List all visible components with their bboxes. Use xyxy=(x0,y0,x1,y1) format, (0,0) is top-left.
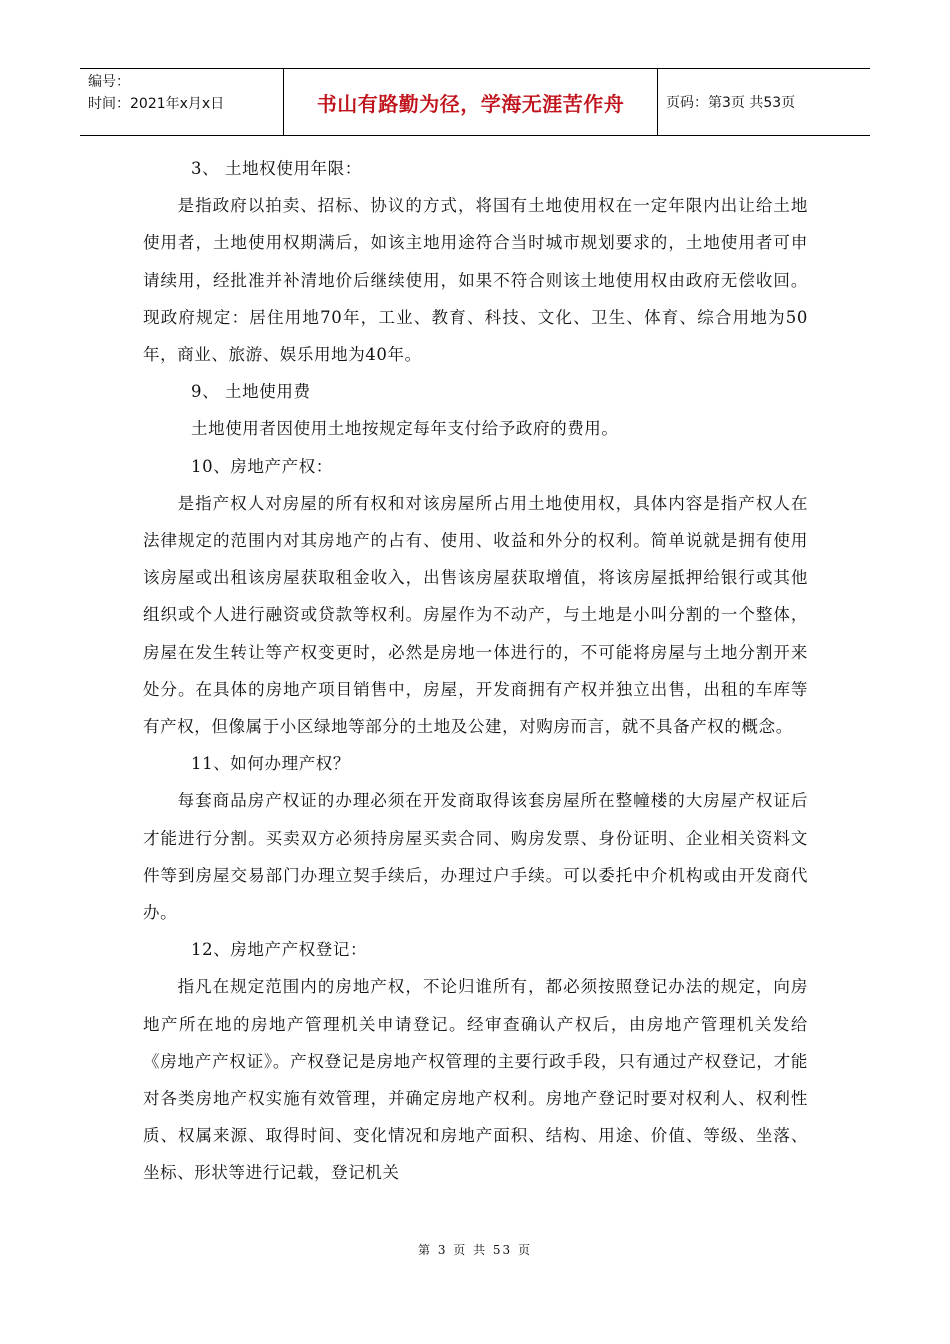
body-paragraph: 每套商品房产权证的办理必须在开发商取得该套房屋所在整幢楼的大房屋产权证后才能进行分割。买卖双方必须持房屋买卖合同、购房发票、身份证明、企业相关资料文件等到房屋交易部门办理立契手续后，办理过户手续。可以委托中介机构或由开发商代办。 xyxy=(143,791,808,923)
section-heading: 10、房地产产权： xyxy=(191,456,333,476)
section-heading: 11、如何办理产权？ xyxy=(191,754,350,774)
body-paragraph: 土地使用者因使用土地按规定每年支付给予政府的费用。 xyxy=(191,419,619,439)
document-time-label: 时间：2021年x月x日 xyxy=(88,96,225,112)
header-motto: 书山有路勤为径，学海无涯苦作舟 xyxy=(284,69,658,135)
page-header xyxy=(80,68,870,136)
section-heading: 3、 土地权使用年限： xyxy=(191,159,362,178)
page-footer: 第 3 页 共 53 页 xyxy=(418,1243,532,1257)
header-meta xyxy=(80,69,284,135)
body-paragraph: 指凡在规定范围内的房地产权，不论归谁所有，都必须按照登记办法的规定，向房地产所在地的房地产管理机关申请登记。经审查确认产权后，由房地产管理机关发给《房地产产权证》。产权登记是房地产权管理的主要行政手段，只有通过产权登记，才能对各类房地产权实施有效管理，并确定房地产权利。房地产登记时要对权利人、权利性质、权属来源、取得时间、变化情况和房地产面积、结构、用途、价值、等级、坐落、坐标、形状等进行记载，登记机关 xyxy=(143,977,808,1183)
section-heading: 9、 土地使用费 xyxy=(191,382,311,402)
header-page-number: 页码：第3页 共53页 xyxy=(666,95,796,111)
document-body xyxy=(143,150,808,1192)
body-paragraph: 是指政府以拍卖、招标、协议的方式，将国有土地使用权在一定年限内出让给土地使用者，土地使用权期满后，如该主地用途符合当时城市规划要求的，土地使用者可申请续用，经批准并补清地价后继续使用，如果不符合则该土地使用权由政府无偿收回。现政府规定：居住用地70年，工业、教育、科技、文化、卫生、体育、综合用地为50年，商业、旅游、娱乐用地为40年。 xyxy=(143,196,808,365)
section-heading: 12、房地产产权登记： xyxy=(191,940,368,960)
document-number-label: 编号： xyxy=(88,74,130,90)
body-paragraph: 是指产权人对房屋的所有权和对该房屋所占用土地使用权，具体内容是指产权人在法律规定的范围内对其房地产的占有、使用、收益和外分的权利。简单说就是拥有使用该房屋或出租该房屋获取租金收入，出售该房屋获取增值，将该房屋抵押给银行或其他组织或个人进行融资或贷款等权利。房屋作为不动产，与土地是小叫分割的一个整体，房屋在发生转让等产权变更时，必然是房地一体进行的，不可能将房屋与土地分割开来处分。在具体的房地产项目销售中，房屋，开发商拥有产权并独立出售，出租的车库等有产权，但像属于小区绿地等部分的土地及公建，对购房而言，就不具备产权的概念。 xyxy=(143,493,808,737)
